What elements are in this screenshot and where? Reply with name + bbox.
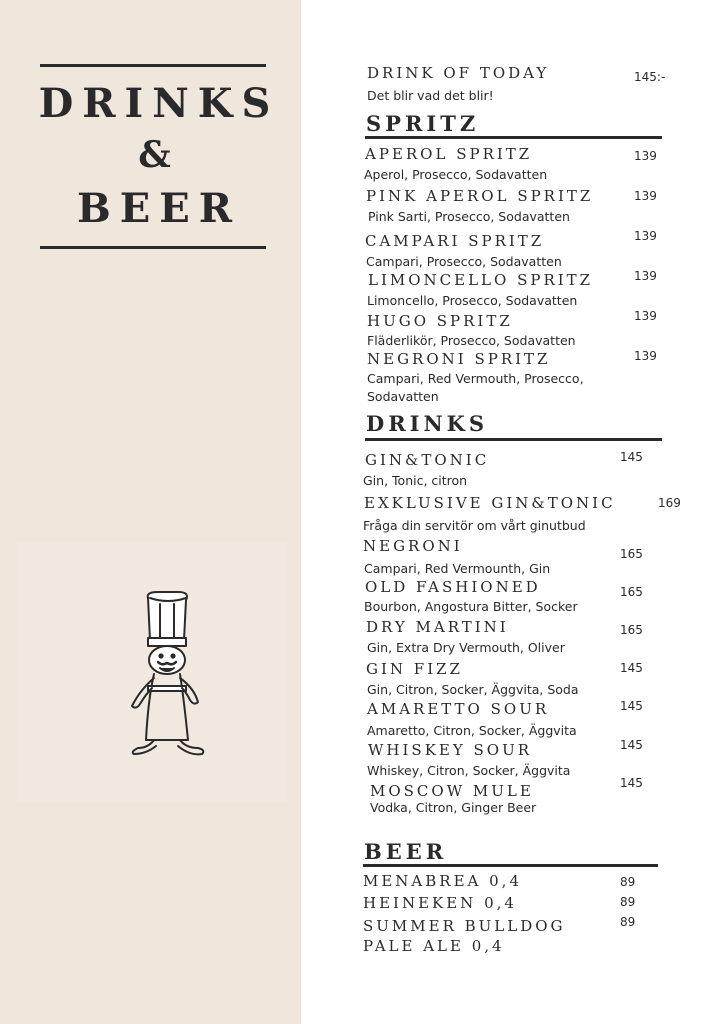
menu-item-name: AMARETTO SOUR [367, 700, 550, 718]
menu-item-price: 145 [620, 450, 643, 464]
chef-icon [118, 590, 218, 760]
menu-item-name-cont: PALE ALE 0,4 [363, 937, 505, 955]
drink-of-today-desc: Det blir vad det blir! [367, 88, 494, 103]
menu-item-desc: Pink Sarti, Prosecco, Sodavatten [368, 209, 570, 224]
menu-item-name: EXKLUSIVE GIN&TONIC [364, 494, 616, 512]
menu-item-price: 89 [620, 915, 636, 929]
menu-item-desc: Limoncello, Prosecco, Sodavatten [367, 293, 578, 308]
menu-item-name: DRY MARTINI [366, 618, 509, 636]
beer-heading: BEER [364, 839, 448, 864]
title-ampersand: & [138, 134, 180, 176]
menu-item-desc: Gin, Citron, Socker, Äggvita, Soda [367, 682, 579, 697]
title-rule-bottom [40, 246, 266, 249]
menu-item-desc: Bourbon, Angostura Bitter, Socker [364, 599, 578, 614]
menu-item-name: GIN FIZZ [366, 660, 463, 678]
menu-item-desc: Gin, Tonic, citron [363, 473, 468, 488]
menu-item-price: 165 [620, 547, 643, 561]
menu-item-price: 139 [634, 269, 657, 283]
title-drinks: DRINKS [38, 80, 280, 127]
menu-item-name: APEROL SPRITZ [365, 145, 533, 163]
menu-item-price: 145 [620, 776, 643, 790]
menu-item-desc-cont: Sodavatten [367, 389, 439, 404]
menu-item-name: HUGO SPRITZ [367, 312, 513, 330]
beer-rule [363, 864, 658, 867]
menu-item-price: 165 [620, 585, 643, 599]
menu-item-desc: Aperol, Prosecco, Sodavatten [364, 167, 548, 182]
menu-item-name: NEGRONI SPRITZ [367, 350, 551, 368]
menu-item-desc: Gin, Extra Dry Vermouth, Oliver [367, 640, 565, 655]
menu-item-name: PINK APEROL SPRITZ [366, 187, 594, 205]
menu-item-price: 145 [620, 699, 643, 713]
menu-item-name: GIN&TONIC [365, 451, 490, 469]
menu-item-price: 139 [634, 309, 657, 323]
menu-item-price: 169 [658, 496, 681, 510]
menu-item-price: 145 [620, 738, 643, 752]
menu-item-name: NEGRONI [363, 537, 463, 555]
menu-item-price: 145 [620, 661, 643, 675]
menu-item-price: 139 [634, 149, 657, 163]
title-rule-top [40, 64, 266, 67]
menu-item-name: LIMONCELLO SPRITZ [368, 271, 594, 289]
menu-item-price: 139 [634, 349, 657, 363]
menu-item-desc: Fråga din servitör om vårt ginutbud [363, 518, 586, 533]
menu-item-price: 165 [620, 623, 643, 637]
menu-item-price: 139 [634, 229, 657, 243]
drink-of-today-title: DRINK OF TODAY [367, 64, 550, 82]
drinks-rule [365, 438, 662, 441]
menu-item-name: CAMPARI SPRITZ [365, 232, 545, 250]
spritz-heading: SPRITZ [366, 111, 480, 136]
spritz-rule [365, 136, 662, 139]
menu-item-desc: Whiskey, Citron, Socker, Äggvita [367, 763, 571, 778]
menu-item-name: WHISKEY SOUR [368, 741, 533, 759]
menu-item-name: MOSCOW MULE [370, 782, 534, 800]
drink-of-today-price: 145:- [634, 70, 666, 84]
menu-item-price: 89 [620, 895, 636, 909]
drinks-heading: DRINKS [366, 411, 489, 436]
menu-item-desc: Vodka, Citron, Ginger Beer [370, 800, 537, 815]
menu-item-name: SUMMER BULLDOG [363, 917, 566, 935]
title-beer: BEER [76, 185, 242, 232]
menu-item-desc: Campari, Prosecco, Sodavatten [366, 254, 562, 269]
menu-item-name: HEINEKEN 0,4 [363, 894, 517, 912]
menu-item-desc: Campari, Red Vermouth, Prosecco, [367, 371, 584, 386]
menu-item-desc: Amaretto, Citron, Socker, Äggvita [367, 723, 577, 738]
menu-item-desc: Campari, Red Vermounth, Gin [364, 561, 551, 576]
menu-item-desc: Fläderlikör, Prosecco, Sodavatten [367, 333, 576, 348]
menu-item-price: 89 [620, 875, 636, 889]
left-panel [0, 0, 301, 1024]
menu-item-name: OLD FASHIONED [365, 578, 541, 596]
menu-item-name: MENABREA 0,4 [363, 872, 522, 890]
menu-item-price: 139 [634, 189, 657, 203]
chef-illustration-box [18, 542, 286, 802]
